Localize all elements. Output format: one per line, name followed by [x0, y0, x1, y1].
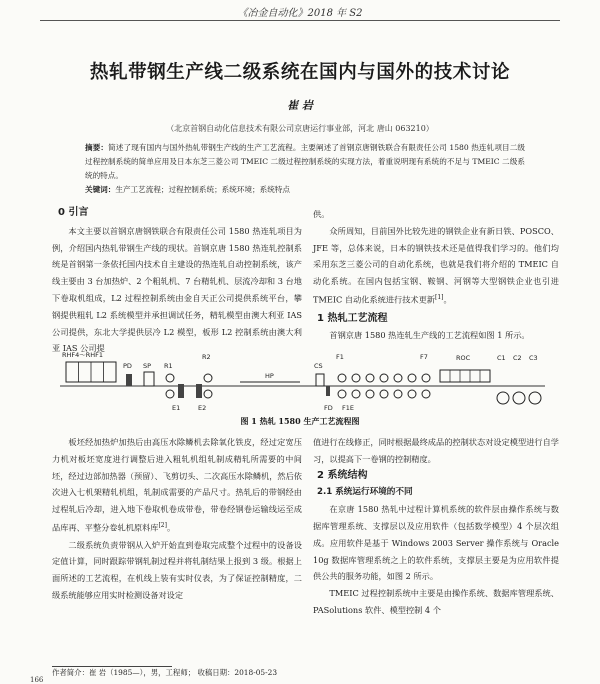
intro-paragraph: 本文主要以首钢京唐钢铁联合有限责任公司 1580 热连轧项目为例，介绍国内热轧带钢生产线的现状。首钢京唐 1580 热连轧控制系统是首钢第一条依托国内技术自主建设的热连轧自动控制系统，该产线主要由 3 台加热炉、2 个粗轧机、7 台精轧机、层流冷却和 3 台地下卷取机组成，L2 过程控制系统由金自天正公司提供系统平台，攀钢提供粗轧 L2 系统模型并承担调试任务，精轧模型由澳大利亚 IAS 公司提供，东北大学提供层冷 L2 模型，板形 L2 控制系统由澳大利亚 IAS 公司提	[52, 225, 302, 354]
author-info: 作者简介：崔 岩（1985—），男，工程师； 收稿日期：2018-05-23	[52, 668, 278, 677]
paragraph-3: 首钢京唐 1580 热连轧生产线的工艺流程如图 1 所示。	[329, 330, 530, 341]
paragraph-4	[52, 434, 302, 537]
abstract	[85, 141, 525, 183]
abstract-label: 摘要：	[85, 143, 109, 152]
paragraph-2-end: 。	[443, 294, 452, 305]
label-e2: E2	[198, 404, 207, 412]
down-coilers	[497, 392, 541, 404]
header-rule	[40, 20, 560, 21]
keywords-text: 生产工艺流程；过程控制系统；系统环境；系统特点	[115, 185, 291, 194]
label-c3: C3	[529, 354, 538, 362]
laminar-cooling	[440, 370, 490, 382]
section-2-heading: 2 系统结构	[317, 469, 368, 481]
label-cs: CS	[314, 362, 323, 370]
label-f7: F7	[420, 353, 428, 361]
label-roc: ROC	[456, 354, 471, 362]
running-header: 《冶金自动化》2018 年 S2	[237, 8, 363, 19]
continuation-text: 供。	[313, 209, 330, 219]
left-column-bottom	[52, 434, 302, 604]
process-flow-diagram	[60, 348, 545, 412]
keywords	[85, 183, 525, 197]
label-sp: SP	[143, 362, 152, 370]
label-r2: R2	[202, 353, 211, 361]
right-column-top	[313, 206, 559, 344]
author: 崔 岩	[287, 99, 313, 112]
label-rhf: RHF4～RHF1	[62, 351, 104, 359]
affiliation: （北京首钢自动化信息技术有限公司京唐运行事业部，河北 唐山 063210）	[166, 124, 434, 133]
section-1-heading: 1 热轧工艺流程	[317, 312, 388, 324]
label-r1: R1	[164, 362, 173, 370]
paragraph-4-end: 。	[166, 522, 176, 533]
label-c1: C1	[497, 354, 506, 362]
paragraph-2-text: 众所周知，目前国外比较先进的钢铁企业有新日铁、POSCO、JFE 等，总体来说，日本的钢铁技术还是值得我们学习的。他们均采用东芝三菱公司的自动化系统，也就是我们将介绍的 TMEIC 自动化系统。在国内包括宝钢、鞍钢、河钢等大型钢铁企业也引进 TMEIC 自动化系统进行技术更新	[313, 225, 559, 305]
subsection-2-1-heading: 2.1 系统运行环境的不同	[317, 487, 413, 498]
label-fe: F1E	[342, 404, 354, 412]
label-c2: C2	[513, 354, 522, 362]
crop-shear	[316, 374, 330, 396]
label-hp: HP	[265, 372, 274, 380]
paragraph-2	[313, 223, 559, 309]
sizing-press-shape	[144, 372, 154, 386]
reference-2: [2]	[158, 521, 167, 529]
page-number: 166	[30, 676, 44, 684]
label-fd: FD	[324, 404, 333, 412]
paragraph-5: 二级系统负责带钢从入炉开始直到卷取完成整个过程中的设备设定值计算，同时跟踪带钢轧制过程并将轧制结果上报到 3 级。根据上面所述的工艺流程，在机线上装有实时仪表，为了保证控制精度，二级系统能够应用实时检测设备对设定	[52, 539, 302, 600]
label-f1: F1	[336, 353, 344, 361]
pd-descaler-shape	[126, 374, 132, 386]
right-column-bottom	[313, 434, 559, 619]
paragraph-8: TMEIC 过程控制系统中主要是由操作系统、数据库管理系统、PASolutions 软件、模型控制 4 个	[313, 588, 559, 615]
paragraph-7: 在京唐 1580 热轧中过程计算机系统的软件层由操作系统与数据库管理系统、支撑层以及应用软件（包括数学模型）4 个层次组成。应用软件是基于 Windows 2003 Server 操作系统与 Oracle 10g 数据库管理系统之上的软件系统，支撑层主要是为应用软件提供公共的服务功能，如图 2 所示。	[313, 504, 559, 582]
figure-1-caption: 图 1 热轧 1580 生产工艺流程图	[240, 416, 360, 426]
paragraph-4-text: 板坯经加热炉加热后由高压水除鳞机去除氧化铁皮，经过定宽压力机对板坯宽度进行调整后进入粗轧机组轧制成精轧所需要的中间坯，经过边部加热器（预留）、飞剪切头、二次高压水除鳞机，然后依次进入七机架精轧机组，轧制成需要的产品尺寸。热轧后的带钢经由过程轧后冷却，进入地下卷取机卷成带卷，带卷经钢卷运输线运至成品库再、平整分卷轧机原料库	[52, 437, 302, 533]
paper-title: 热轧带钢生产线二级系统在国内与国外的技术讨论	[89, 62, 511, 83]
abstract-text: 简述了现有国内与国外热轧带钢生产线的生产工艺流程。主要阐述了首钢京唐钢铁联合有限责任公司 1580 热连轧项目二级过程控制系统的简单应用及日本东芝三菱公司 TMEIC 二级过程控制系统的实现方法，着重说明现有系统的不足与 TMEIC 二级系统的特点。	[85, 143, 526, 180]
label-pd: PD	[123, 362, 132, 370]
reheating-furnaces	[66, 362, 116, 382]
paragraph-6: 值进行在线修正，同时根据最终成品的控制状态对设定模型进行自学习，以提高下一卷钢的控制精度。	[313, 437, 559, 464]
section-0-heading: 0 引言	[58, 207, 89, 218]
reference-1: [1]	[435, 293, 444, 301]
left-column-top	[52, 205, 302, 357]
label-e1: E1	[172, 404, 181, 412]
keywords-label: 关键词：	[85, 185, 116, 194]
